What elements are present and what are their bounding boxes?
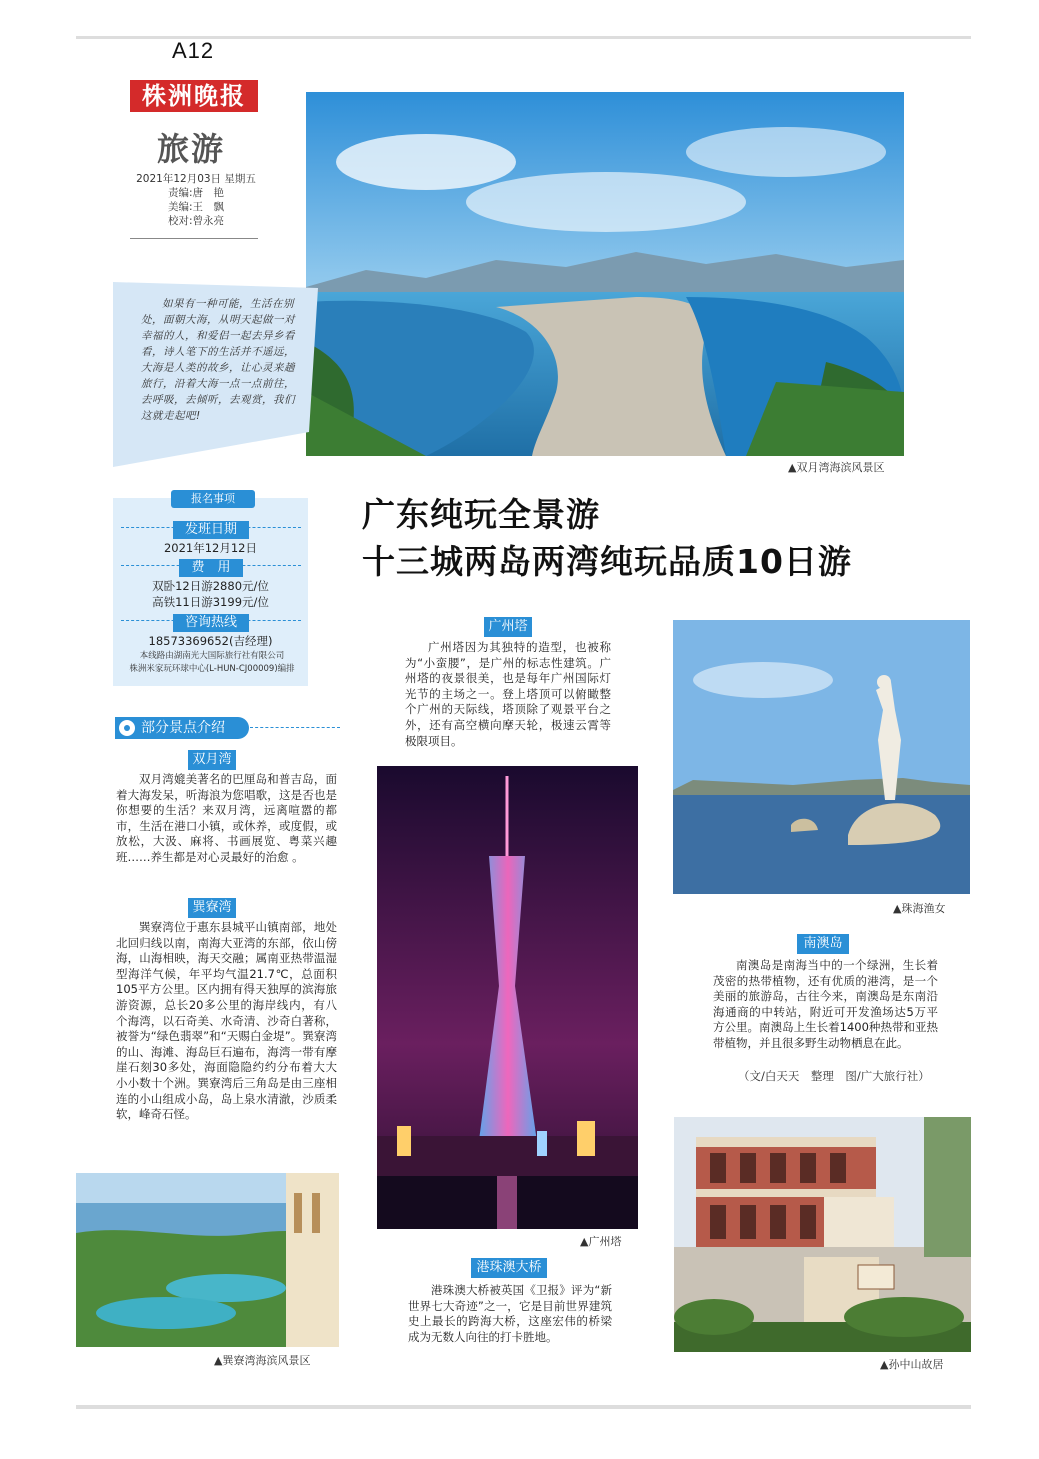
fee-highspeed: 高铁11日游3199元/位: [152, 595, 269, 609]
tag-xunliao: 巽寮湾: [188, 898, 236, 918]
hzmb-text: 港珠澳大桥被英国《卫报》评为“新世界七大奇迹”之一，它是目前世界建筑史上最长的跨海大桥，这座宏伟的桥梁成为无数人向往的打卡胜地。: [408, 1283, 612, 1344]
hero-photo-shuangyue-bay: [306, 92, 904, 456]
credit-divider: [130, 238, 258, 239]
proofreader-credit: 校对:曾永亮: [167, 215, 225, 227]
headline-line-1: 广东纯玩全景游: [362, 495, 600, 534]
hero-caption: ▲双月湾海滨风景区: [788, 461, 885, 474]
intro-quote-text: 如果有一种可能，生活在别处，面朝大海，从明天起做一对幸福的人，和爱侣一起去异乡看看，诗人笔下的生活并不遥远，大海是人类的故乡，让心灵来趟旅行，沿着大海一点一点前往，去呼吸，去倾听，去观赏，我们这就走起吧!: [141, 298, 295, 422]
photo-zhuhai-fisher-girl: [673, 620, 970, 894]
sunyatsen-caption: ▲孙中山故居: [880, 1358, 944, 1371]
guangzhou-text: 广州塔因为其独特的造型，也被称为“小蛮腰”，是广州的标志性建筑。广州塔的夜景很美，也是每年广州国际灯光节的主场之一。登上塔顶可以俯瞰整个广州的天际线，塔顶除了观景平台之外，还有高空横向摩天轮，极速云霄等极限项目。: [405, 640, 611, 748]
newspaper-masthead: 株洲晚报: [130, 80, 258, 112]
tag-guangzhou: 广州塔: [484, 617, 532, 637]
xunliao-caption: ▲巽寮湾海滨风景区: [214, 1354, 311, 1367]
tag-shuangyue: 双月湾: [188, 750, 236, 770]
nanao-text: 南澳岛是南海当中的一个绿洲，生长着茂密的热带植物，还有优质的港湾，是一个美丽的旅游岛，古往今来，南澳岛是东南沿海通商的中转站，附近可开发渔场达5万平方公里。南澳岛上生长着1400种热带和亚热带植物，并且很多野生动物栖息在此。: [713, 958, 938, 1050]
departure-date: 2021年12月12日: [163, 541, 258, 555]
xunliao-text: 巽寮湾位于惠东县城平山镇南部，地处北回归线以南，南海大亚湾的东部，依山傍海，山海相映，海天交融；属南亚热带温湿型海洋气候，年平均气温21.7℃，总面积105平方公里。区内拥有得天独厚的滨海旅游资源，总长20多公里的海岸线内，有八个海湾，以石奇美、水奇清、沙奇白著称，被誉为“绿色翡翠”和“天赐白金堤”。巽寮湾的山、海滩、海岛巨石遍布，海湾一带有摩崖石刻30多处，海面隐隐约约分布着大大小小数十个洲。巽寮湾后三角岛是由三座相连的小山组成小岛，岛上泉水清澈，沙质柔软，峰奇石怪。: [116, 920, 337, 1122]
headline-line-2: 十三城两岛两湾纯玩品质10日游: [362, 542, 852, 581]
bullet-icon: [119, 720, 135, 736]
tag-nanao: 南澳岛: [797, 934, 849, 954]
registration-box: [113, 492, 308, 686]
intro-quote-box: [113, 282, 318, 467]
guangzhou-caption: ▲广州塔: [580, 1235, 622, 1248]
fee-sleeper: 双卧12日游2880元/位: [152, 579, 269, 593]
article-source: （文/白天天 整理 图/广大旅行社）: [738, 1069, 930, 1083]
departure-date-heading: 发班日期: [121, 518, 301, 536]
photo-sun-yatsen-residence: [674, 1117, 971, 1352]
registration-tab: 报名事项: [171, 490, 255, 508]
fee-heading: 费 用: [121, 556, 301, 574]
photo-xunliao-resort: [76, 1173, 339, 1347]
agency-note-2: 株洲米家玩环球中心(L-HUN-CJ00009)编排: [129, 664, 295, 674]
photo-canton-tower: [377, 766, 638, 1229]
designer-credit: 美编:王 飘: [167, 201, 225, 213]
page-number: A12: [172, 38, 215, 63]
section-title: 旅游: [157, 130, 226, 168]
tag-hzmb: 港珠澳大桥: [471, 1258, 547, 1278]
edition-date: 2021年12月03日 星期五: [136, 173, 256, 185]
shuangyue-text: 双月湾媲美著名的巴厘岛和普吉岛，面着大海发呆，听海浪为您唱歌，这是否也是你想要的生活？来双月湾，远离喧嚣的都市，生活在港口小镇，或休养，或度假，或放松，大汲、麻将、书画展览、粤菜兴趣班……养生都是对心灵最好的治愈 。: [116, 772, 337, 864]
zhuhai-caption: ▲珠海渔女: [893, 902, 946, 915]
article-headline: [362, 491, 852, 585]
hotline-number: 18573369652(吉经理): [148, 634, 273, 648]
agency-note-1: 本线路由湖南光大国际旅行社有限公司: [139, 651, 285, 661]
section-heading-rule: [250, 727, 340, 728]
edition-credits: [130, 172, 262, 228]
bottom-rule: [76, 1405, 971, 1409]
spots-section-heading: 部分景点介绍: [115, 717, 249, 739]
editor-credit: 责编:唐 艳: [167, 187, 225, 199]
hotline-heading: 咨询热线: [121, 611, 301, 629]
